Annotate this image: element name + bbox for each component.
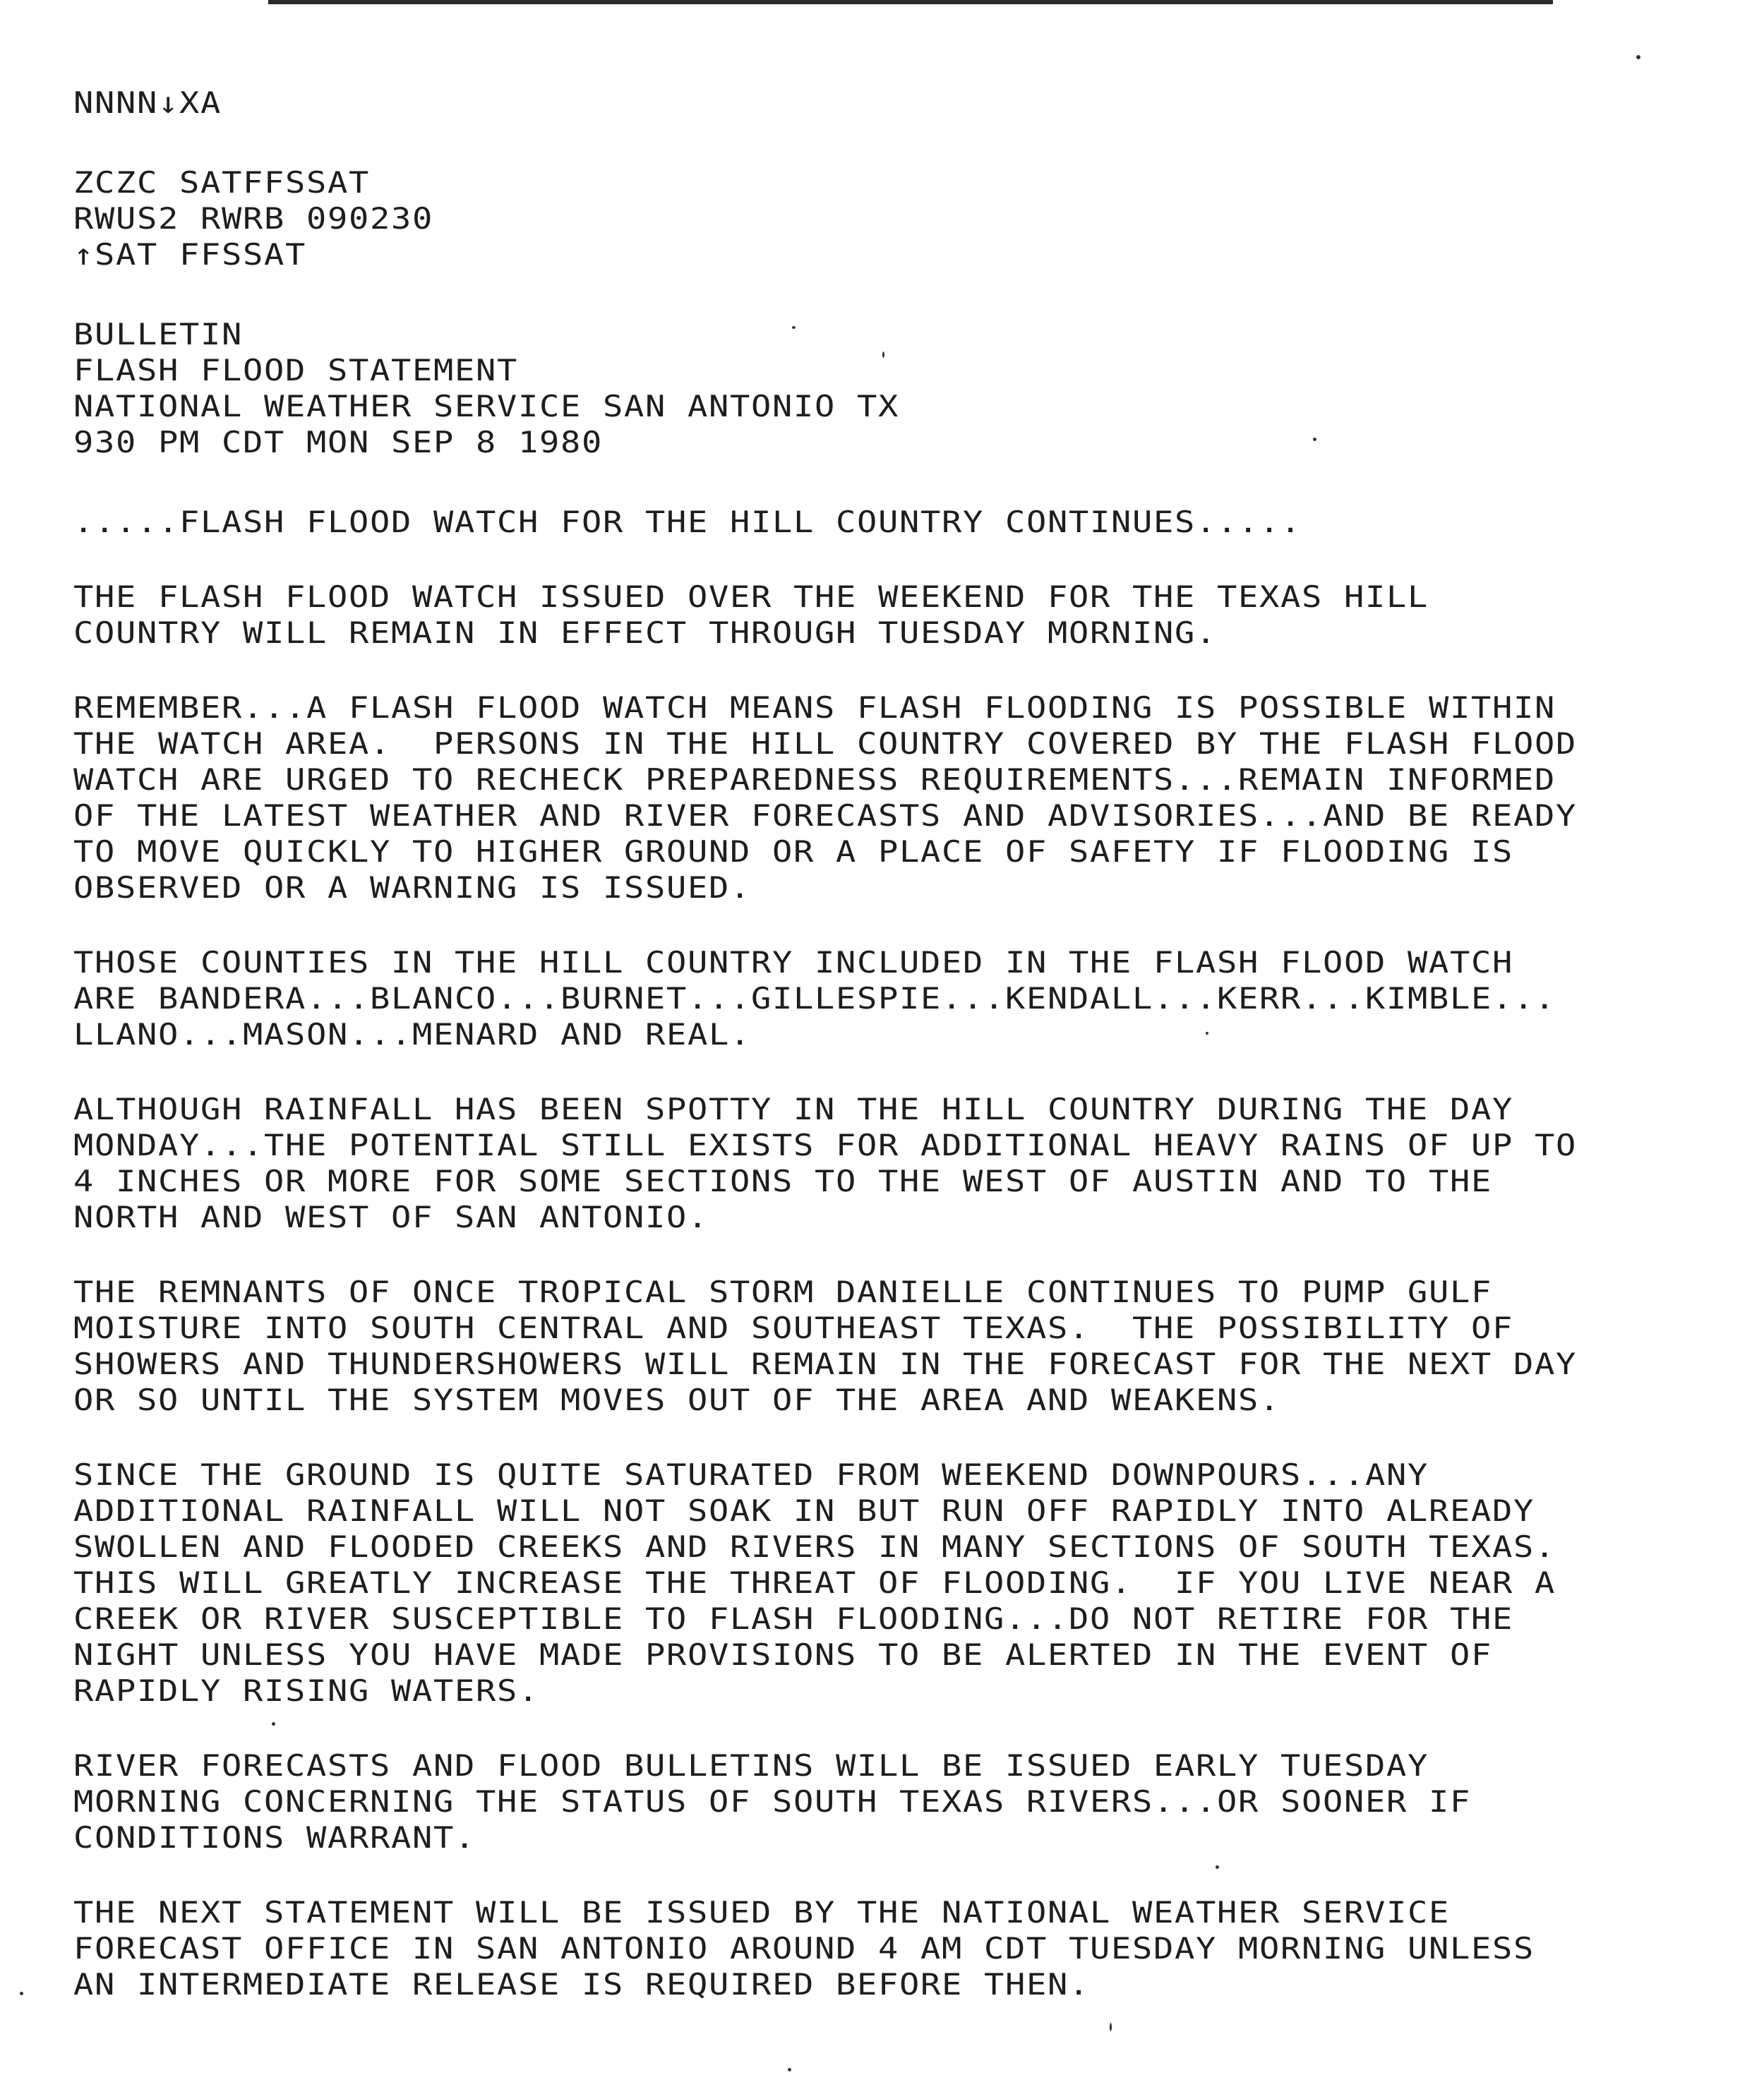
paragraph-line: NIGHT UNLESS YOU HAVE MADE PROVISIONS TO BE ALERTED IN THE EVENT OF [73,1637,1493,1672]
paragraph-line: SINCE THE GROUND IS QUITE SATURATED FROM WEEKEND DOWNPOURS...ANY [73,1457,1429,1492]
headline: .....FLASH FLOOD WATCH FOR THE HILL COUNTRY CONTINUES..... [73,505,1302,539]
paragraph-line: CONDITIONS WARRANT. [73,1820,476,1855]
paragraph-line: THE WATCH AREA. PERSONS IN THE HILL COUNTRY COVERED BY THE FLASH FLOOD [73,726,1578,761]
paragraph [73,690,1764,906]
paragraph-line: SWOLLEN AND FLOODED CREEKS AND RIVERS IN MANY SECTIONS OF SOUTH TEXAS. [73,1529,1556,1564]
paragraph-line: MORNING CONCERNING THE STATUS OF SOUTH TEXAS RIVERS...OR SOONER IF [73,1784,1472,1819]
paragraph-line: AN INTERMEDIATE RELEASE IS REQUIRED BEFORE THEN. [73,1967,1091,2002]
paragraph-line: OBSERVED OR A WARNING IS ISSUED. [73,870,752,905]
scan-speck [788,2068,791,2071]
bulletin-label: BULLETIN [73,317,244,351]
paragraph-line: OF THE LATEST WEATHER AND RIVER FORECASTS AND ADVISORIES...AND BE READY [73,798,1578,833]
paragraph-line: THIS WILL GREATLY INCREASE THE THREAT OF FLOODING. IF YOU LIVE NEAR A [73,1565,1556,1600]
scan-speck [1636,55,1640,59]
title-block [73,316,1764,460]
paragraph-line: ADDITIONAL RAINFALL WILL NOT SOAK IN BUT RUN OFF RAPIDLY INTO ALREADY [73,1493,1535,1528]
scan-speck [1313,438,1316,441]
headline-block [73,504,1764,540]
issuing-office: NATIONAL WEATHER SERVICE SAN ANTONIO TX [73,389,900,423]
paragraph-line: ARE BANDERA...BLANCO...BURNET...GILLESPIE...KENDALL...KERR...KIMBLE... [73,981,1556,1016]
paragraph-line: LLANO...MASON...MENARD AND REAL. [73,1017,752,1052]
paragraph-line: THOSE COUNTIES IN THE HILL COUNTRY INCLUDED IN THE FLASH FLOOD WATCH [73,945,1514,980]
paragraph-line: THE REMNANTS OF ONCE TROPICAL STORM DANIELLE CONTINUES TO PUMP GULF [73,1275,1493,1309]
scan-speck [272,1722,275,1726]
paragraph [73,1457,1764,1709]
top-page-edge-rule [268,0,1553,4]
routing-code: NNNN↓XA [73,85,222,120]
scan-speck [1216,1865,1219,1869]
paragraph-line: THE NEXT STATEMENT WILL BE ISSUED BY THE NATIONAL WEATHER SERVICE [73,1895,1451,1930]
paragraph-line: WATCH ARE URGED TO RECHECK PREPAREDNESS REQUIREMENTS...REMAIN INFORMED [73,762,1556,797]
paragraph-line: ALTHOUGH RAINFALL HAS BEEN SPOTTY IN THE HILL COUNTRY DURING THE DAY [73,1092,1514,1126]
teletype-document [73,85,1764,2002]
message-header [73,164,1764,272]
paragraph-line: THE FLASH FLOOD WATCH ISSUED OVER THE WEEKEND FOR THE TEXAS HILL [73,579,1429,614]
scan-speck [1206,1032,1208,1035]
scan-speck [792,326,796,329]
paragraph-line: CREEK OR RIVER SUSCEPTIBLE TO FLASH FLOODING...DO NOT RETIRE FOR THE [73,1601,1514,1636]
paragraph-line: TO MOVE QUICKLY TO HIGHER GROUND OR A PLACE OF SAFETY IF FLOODING IS [73,834,1514,869]
paragraph-line: 4 INCHES OR MORE FOR SOME SECTIONS TO THE WEST OF AUSTIN AND TO THE [73,1164,1493,1198]
paragraph-line: SHOWERS AND THUNDERSHOWERS WILL REMAIN IN THE FORECAST FOR THE NEXT DAY [73,1347,1578,1381]
paragraph-line: MOISTURE INTO SOUTH CENTRAL AND SOUTHEAST TEXAS. THE POSSIBILITY OF [73,1311,1514,1345]
paragraph [73,1091,1764,1235]
paragraph-line: REMEMBER...A FLASH FLOOD WATCH MEANS FLASH FLOODING IS POSSIBLE WITHIN [73,690,1556,725]
issue-timestamp: 930 PM CDT MON SEP 8 1980 [73,425,604,459]
routing-header [73,85,1764,121]
statement-title: FLASH FLOOD STATEMENT [73,353,519,387]
header-line: ZCZC SATFFSSAT [73,165,371,200]
paragraph-line: COUNTRY WILL REMAIN IN EFFECT THROUGH TUESDAY MORNING. [73,615,1218,650]
scan-speck [882,351,884,358]
paragraph-line: NORTH AND WEST OF SAN ANTONIO. [73,1200,709,1234]
paragraph-line: OR SO UNTIL THE SYSTEM MOVES OUT OF THE AREA AND WEAKENS. [73,1383,1281,1417]
header-line: RWUS2 RWRB 090230 [73,201,434,236]
paragraph-line: RIVER FORECASTS AND FLOOD BULLETINS WILL BE ISSUED EARLY TUESDAY [73,1748,1429,1783]
header-line: ↑SAT FFSSAT [73,237,307,272]
paragraph-line: RAPIDLY RISING WATERS. [73,1673,540,1708]
scan-speck [1110,2023,1112,2031]
paragraph [73,1748,1764,1856]
paragraph [73,1894,1764,2002]
paragraph-line: MONDAY...THE POTENTIAL STILL EXISTS FOR ADDITIONAL HEAVY RAINS OF UP TO [73,1128,1578,1162]
paragraph [73,944,1764,1052]
scan-speck [20,1992,23,1995]
paragraph [73,579,1764,651]
paragraph-line: FORECAST OFFICE IN SAN ANTONIO AROUND 4 AM CDT TUESDAY MORNING UNLESS [73,1931,1535,1966]
paragraph [73,1274,1764,1418]
